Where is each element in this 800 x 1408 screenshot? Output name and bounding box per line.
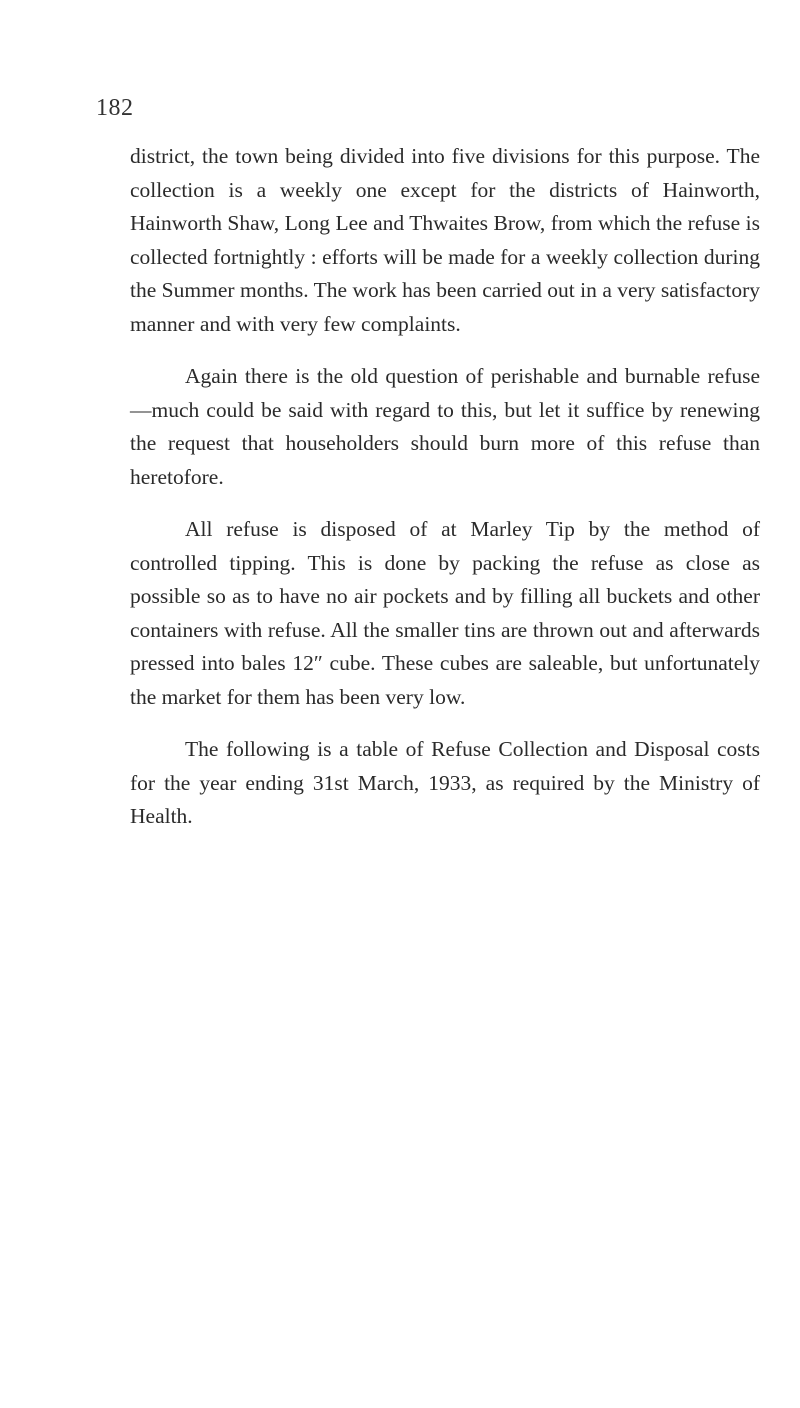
paragraph-costs-table-intro: The following is a table of Refuse Collection and Disposal costs for the year ending 31st March, 1933, as required by the Ministry of Health.	[130, 737, 760, 828]
paragraph-collection: district, the town being divided into five divisions for this purpose. The collection is a weekly one except for the districts of Hainworth, Hainworth Shaw, Long Lee and Thwaites Brow, from which the refuse is collected fortnightly : efforts will be made for a weekly collection during the Summer months. The work has been carried out in a very satisfactory manner and with very few complaints.	[130, 144, 760, 336]
paragraph-disposal: All refuse is disposed of at Marley Tip by the method of controlled tipping. This is done by packing the refuse as close as possible so as to have no air pockets and by filling all buckets and other containers with refuse. All the smaller tins are thrown out and afterwards pressed into bales 12″ cube. These cubes are saleable, but unfortunately the market for them has been very low.	[130, 517, 760, 709]
page-number: 182	[96, 95, 134, 121]
paragraph-perishable-refuse: Again there is the old question of perishable and burnable refuse—much could be said with regard to this, but let it suffice by renewing the request that householders should burn more of this refuse than heretofore.	[130, 364, 760, 489]
body-text	[130, 140, 760, 834]
